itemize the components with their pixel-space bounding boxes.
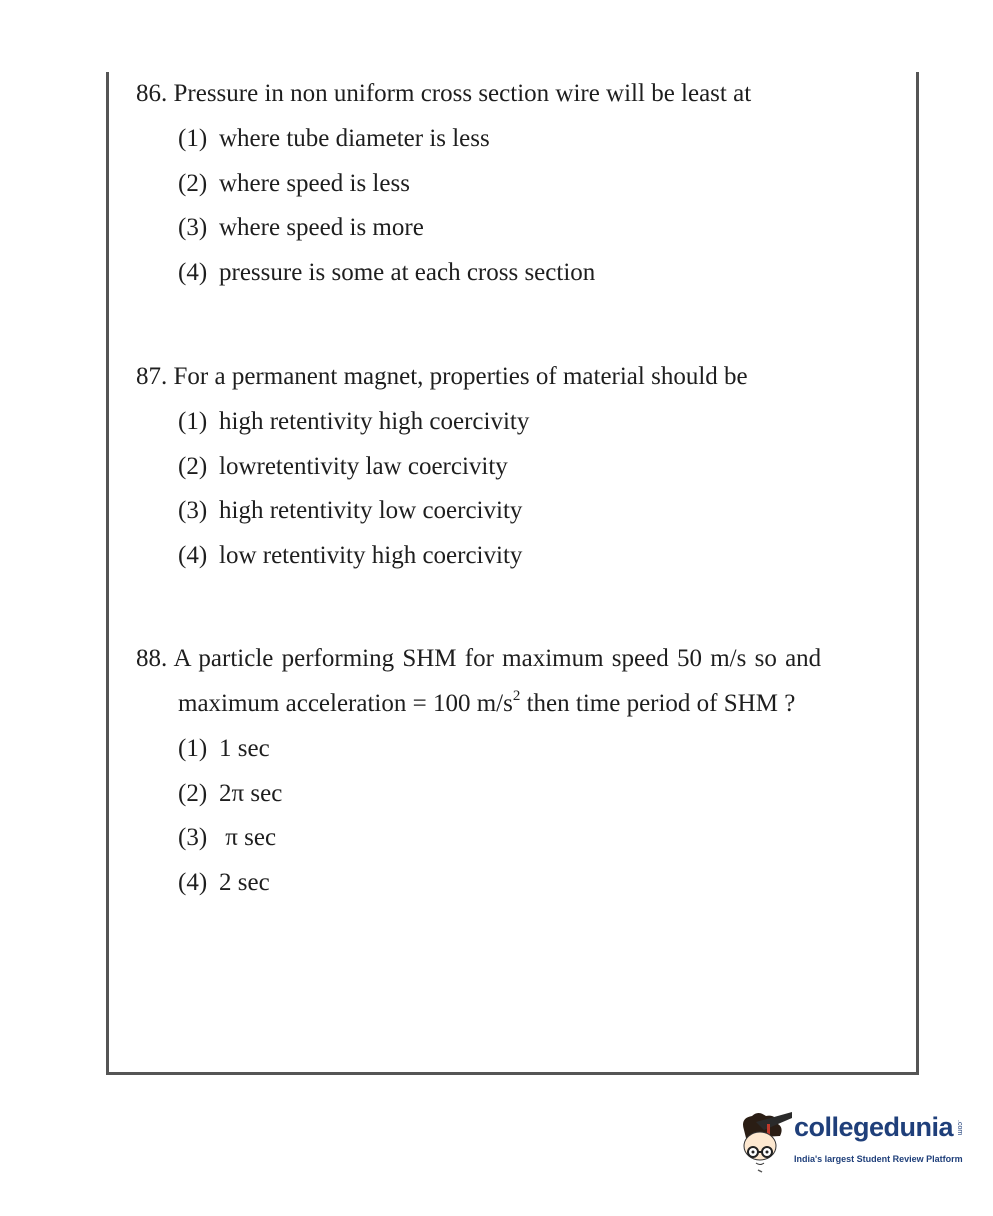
option-4: (4) low retentivity high coercivity <box>178 542 523 569</box>
question-text: 86. Pressure in non uniform cross section wire will be least at <box>136 80 752 107</box>
option-1: (1) high retentivity high coercivity <box>178 408 530 435</box>
option-4: (4) pressure is some at each cross section <box>178 259 596 286</box>
logo-wordmark: collegedunia <box>794 1112 954 1142</box>
question-text-continued: maximum acceleration = 100 $m/s^2$ then time period of SHM ? <box>178 687 796 717</box>
logo-tagline: India's largest Student Review Platform <box>794 1154 963 1164</box>
option-2: (2) lowretentivity law coercivity <box>178 453 508 480</box>
logo-domain-suffix: .com <box>956 1120 963 1136</box>
student-mascot-icon <box>734 1108 794 1178</box>
question-text: 87. For a permanent magnet, properties of material should be <box>136 363 748 390</box>
option-2: (2) 2π sec <box>178 780 283 807</box>
collegedunia-logo <box>734 1108 964 1178</box>
question-text: 88. A particle performing SHM for maximum speed 50 m/s so and <box>136 645 822 672</box>
option-4: (4) 2 sec <box>178 869 270 896</box>
option-2: (2) where speed is less <box>178 170 410 197</box>
option-3: (3) where speed is more <box>178 214 424 241</box>
option-3: (3) π sec <box>178 824 277 851</box>
option-1: (1) where tube diameter is less <box>178 125 490 152</box>
option-3: (3) high retentivity low coercivity <box>178 497 523 524</box>
option-1: (1) 1 sec <box>178 735 270 762</box>
